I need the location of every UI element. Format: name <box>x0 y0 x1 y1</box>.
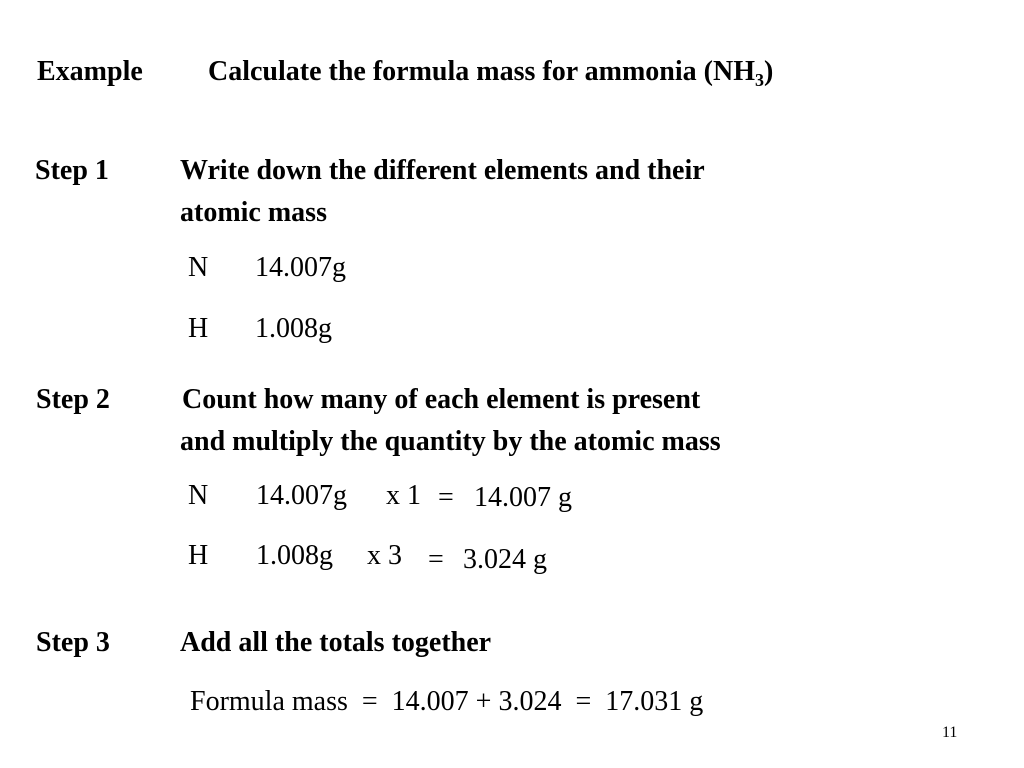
step1-text-line2: atomic mass <box>180 197 327 228</box>
step2-result-n: 14.007 g <box>474 482 572 513</box>
step2-mass-h: 1.008g <box>256 540 333 571</box>
example-title-text: Calculate the formula mass for ammonia (NH <box>208 56 755 87</box>
step2-text-line2: and multiply the quantity by the atomic mass <box>180 426 721 457</box>
page-number: 11 <box>942 724 958 741</box>
step1-mass-n: 14.007g <box>255 252 346 283</box>
step2-equals-h: = <box>428 544 444 575</box>
step2-mass-n: 14.007g <box>256 480 347 511</box>
step2-text-line1: Count how many of each element is present <box>182 384 701 415</box>
step2-equals-n: = <box>438 482 454 513</box>
step2-multiplier-h: x 3 <box>367 540 402 571</box>
formula-mass-equation: Formula mass = 14.007 + 3.024 = 17.031 g <box>190 686 704 717</box>
example-title-subscript: 3 <box>754 70 764 90</box>
example-title <box>208 56 774 90</box>
step1-mass-h: 1.008g <box>255 313 332 344</box>
step1-label: Step 1 <box>35 155 109 186</box>
step1-text-line1: Write down the different elements and their <box>180 155 705 186</box>
step3-text: Add all the totals together <box>180 627 492 658</box>
step2-element-n: N <box>188 480 209 511</box>
step2-multiplier-n: x 1 <box>386 480 421 511</box>
step1-element-n: N <box>188 252 209 283</box>
step2-result-h: 3.024 g <box>463 544 547 575</box>
example-label: Example <box>37 56 143 87</box>
example-title-suffix: ) <box>763 56 774 87</box>
step3-label: Step 3 <box>36 627 110 658</box>
step1-element-h: H <box>188 313 209 344</box>
step2-element-h: H <box>188 540 209 571</box>
step2-label: Step 2 <box>36 384 110 415</box>
